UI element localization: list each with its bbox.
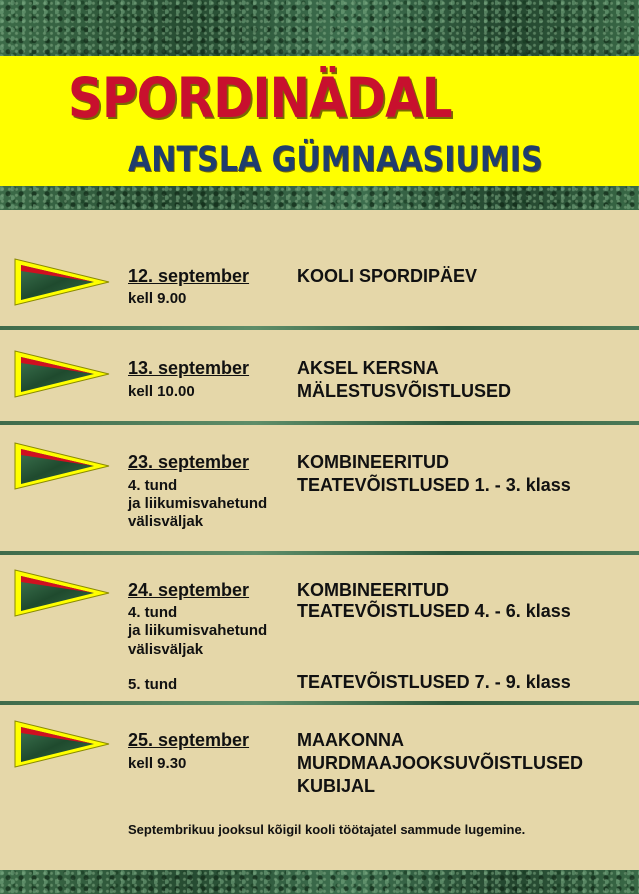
section-divider [0,326,639,330]
event-detail: 5. tund [128,676,178,693]
event-time: kell 9.00 [128,290,187,307]
page-subtitle: ANTSLA GÜMNAASIUMIS [128,140,543,180]
section-divider [0,421,639,425]
event-title: KUBIJAL [297,776,376,796]
header-marble-band [0,186,639,210]
page-title: SPORDINÄDAL [68,66,452,130]
event-title: TEATEVÕISTLUSED 7. - 9. klass [297,672,571,692]
event-title: KOMBINEERITUD [297,452,449,472]
event-date: 25. september [128,730,250,750]
bottom-marble-band [0,870,639,894]
section-divider [0,701,639,705]
event-time: kell 9.30 [128,755,187,772]
event-date: 12. september [128,266,250,286]
event-time: kell 10.00 [128,383,195,400]
event-title: TEATEVÕISTLUSED 1. - 3. klass [297,475,571,495]
event-title: TEATEVÕISTLUSED 4. - 6. klass [297,601,571,621]
event-detail: välisväljak [128,641,204,658]
event-date: 13. september [128,358,250,378]
event-detail: 4. tund [128,477,178,494]
event-detail: ja liikumisvahetund [128,495,268,512]
top-marble-band [0,0,639,56]
event-date: 24. september [128,580,250,600]
pennant-flag-icon [12,567,112,619]
event-detail: välisväljak [128,513,204,530]
event-title: MAAKONNA [297,730,404,750]
event-detail: 4. tund [128,604,178,621]
pennant-flag-icon [12,348,112,400]
event-title: KOMBINEERITUD [297,580,449,600]
event-title: KOOLI SPORDIPÄEV [297,266,478,286]
event-title: MÄLESTUSVÕISTLUSED [297,381,512,401]
pennant-flag-icon [12,440,112,492]
event-title: AKSEL KERSNA [297,358,439,378]
event-date: 23. september [128,452,250,472]
footnote: Septembrikuu jooksul kõigil kooli töötajatel sammude lugemine. [128,822,526,837]
event-detail: ja liikumisvahetund [128,622,268,639]
event-title: MURDMAAJOOKSUVÕISTLUSED [297,753,584,773]
pennant-flag-icon [12,256,112,308]
pennant-flag-icon [12,718,112,770]
section-divider [0,551,639,555]
